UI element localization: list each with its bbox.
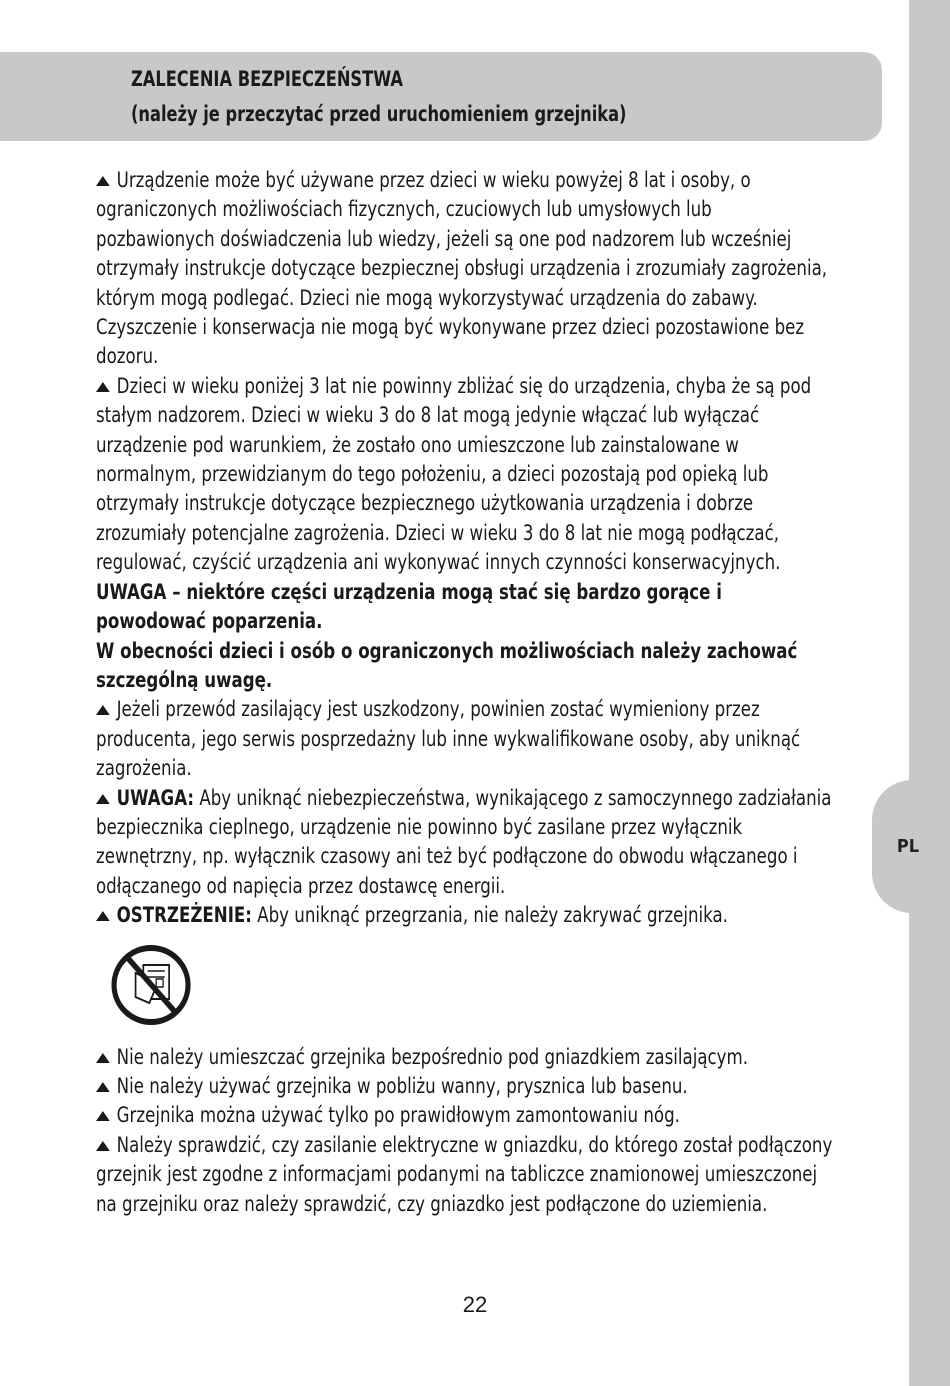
instruction-item: UWAGA: Aby uniknąć niebezpieczeństwa, wynikającego z samoczynnego zadziałania bezpiecznika cieplnego, urządzenie nie powinno być zasilane przez wyłącznik zewnętrzny, np. wyłącznik czasowy ani też być podłączone do obwodu włączanego i odłączanego od napięcia przez dostawcę energii. bbox=[96, 785, 832, 899]
instruction-item: Urządzenie może być używane przez dzieci w wieku powyżej 8 lat i osoby, o ograniczonych możliwościach fizycznych, czuciowych lub umysłowych lub pozbawionych doświadczenia lub wiedzy, jeżeli są one pod nadzorem lub wcześniej otrzymały instrukcje dotyczące bezpiecznej obsługi urządzenia i zrozumiały zagrożenia, którym mogą podlegać. Dzieci nie mogą wykorzystywać urządzenia do zabawy. bbox=[96, 168, 828, 311]
instruction-item: Czyszczenie i konserwacja nie mogą być wykonywane przez dzieci pozostawione bez dozoru. bbox=[96, 315, 805, 370]
page-title bbox=[131, 62, 767, 132]
instruction-item: Grzejnika można używać tylko po prawidłowym zamontowaniu nóg. bbox=[96, 1101, 836, 1130]
warning-triangle-icon bbox=[96, 382, 110, 392]
warning-triangle-icon bbox=[96, 705, 110, 715]
page-title-sub: (należy je przeczytać przed uruchomieniem grzejnika) bbox=[131, 102, 627, 126]
warning-triangle-icon bbox=[96, 1141, 110, 1151]
warning-triangle-icon bbox=[96, 1111, 110, 1121]
instruction-item: OSTRZEŻENIE: Aby uniknąć przegrzania, nie należy zakrywać grzejnika. bbox=[96, 901, 836, 930]
instruction-item: Nie należy umieszczać grzejnika bezpośrednio pod gniazdkiem zasilającym. bbox=[96, 1043, 836, 1072]
do-not-cover-icon bbox=[110, 943, 193, 1027]
do-not-cover-icon-wrap bbox=[96, 931, 836, 1043]
bold-warning: UWAGA – niektóre części urządzenia mogą stać się bardzo gorące i powodować poparzenia. bbox=[96, 579, 722, 635]
language-tab bbox=[872, 780, 950, 913]
warning-triangle-icon bbox=[96, 1082, 110, 1092]
instruction-item: Dzieci w wieku poniżej 3 lat nie powinny zbliżać się do urządzenia, chyba że są pod stałym nadzorem. Dzieci w wieku 3 do 8 lat mogą jedynie włączać lub wyłączać urządzenie pod warunkiem, że zostało ono umieszczone lub zainstalowane w normalnym, przewidzianym do tego położeniu, a dzieci pozostają pod opieką lub otrzymały instrukcje dotyczące bezpiecznego użytkowania urządzenia i dobrze zrozumiały potencjalne zagrożenia. Dzieci w wieku 3 do 8 lat nie mogą podłączać, regulować, czyścić urządzenia ani wykonywać innych czynności konserwacyjnych. bbox=[96, 373, 812, 576]
side-strip bbox=[909, 0, 950, 1386]
instruction-item: Nie należy używać grzejnika w pobliżu wanny, prysznica lub basenu. bbox=[96, 1072, 836, 1101]
bold-warning: W obecności dzieci i osób o ograniczonych możliwościach należy zachować szczególną uwagę. bbox=[96, 638, 798, 693]
safety-instructions bbox=[96, 166, 836, 1219]
language-tab-label: PL bbox=[896, 836, 920, 857]
warning-triangle-icon bbox=[96, 911, 110, 921]
page-number: 22 bbox=[462, 1292, 488, 1317]
warning-triangle-icon bbox=[96, 794, 110, 804]
instruction-item: Należy sprawdzić, czy zasilanie elektryczne w gniazdku, do którego został podłączony grzejnik jest zgodne z informacjami podanymi na tabliczce znamionowej umieszczonej na grzejniku oraz należy sprawdzić, czy gniazdko jest podłączone do uziemienia. bbox=[96, 1132, 833, 1217]
page-title-main: ZALECENIA BEZPIECZEŃSTWA bbox=[131, 67, 403, 91]
warning-triangle-icon bbox=[96, 176, 110, 186]
warning-triangle-icon bbox=[96, 1053, 110, 1063]
instruction-item: Jeżeli przewód zasilający jest uszkodzony, powinien zostać wymieniony przez producenta, jego serwis posprzedażny lub inne wykwalifikowane osoby, aby uniknąć zagrożenia. bbox=[96, 697, 801, 782]
